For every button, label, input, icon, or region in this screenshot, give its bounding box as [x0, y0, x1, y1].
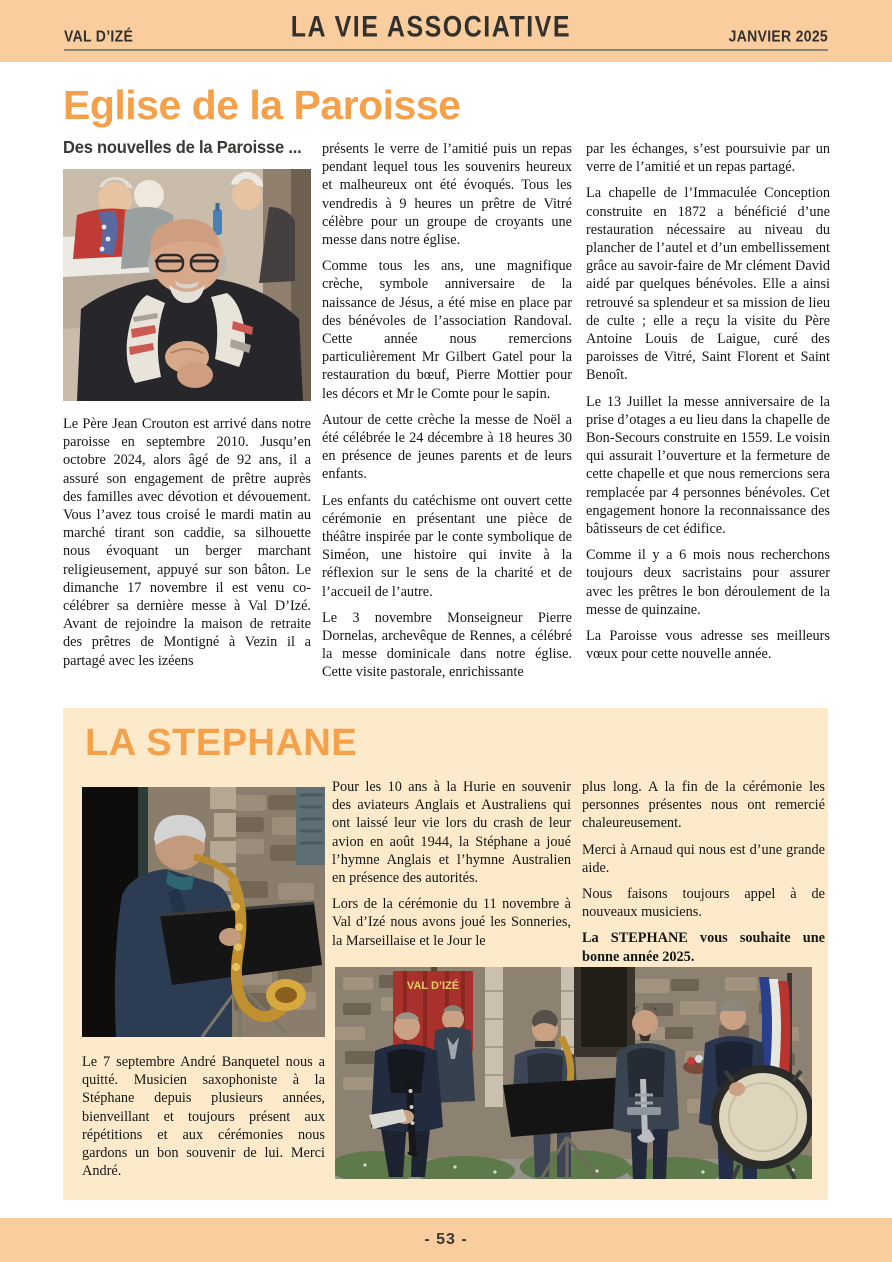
paroisse-column-1 [63, 138, 311, 670]
paroisse-column-3 [586, 140, 830, 663]
priest-luncheon-photo [63, 169, 311, 415]
band-group-photo-art [335, 967, 812, 1179]
paroisse-col1-text [63, 415, 311, 670]
article-title-stephane: LA STEPHANE [85, 722, 358, 764]
greeting-paragraph: La STEPHANE vous souhaite une bonne année 2025. [582, 930, 825, 965]
paragraph: La Paroisse vous adresse ses meilleurs vœux pour cette nouvelle année. [586, 628, 830, 663]
priest-luncheon-photo-art [63, 169, 311, 401]
stephane-column-2 [332, 778, 571, 950]
saxophonist-photo-art [82, 787, 325, 1037]
header-divider [64, 49, 828, 51]
saxophonist-photo [82, 787, 325, 1053]
article-title-paroisse: Eglise de la Paroisse [63, 82, 461, 128]
paragraph: Les enfants du catéchisme ont ouvert cette cérémonie en présentant une pièce de théâtre inspirée par le conte symbolique de Siméon, une histoire qui invite à la réflexion sur le sens de la charité et de l’accueil de l’autre. [322, 492, 572, 600]
header-section-title: LA VIE ASSOCIATIVE [290, 10, 572, 44]
band-group-photo [335, 967, 812, 1179]
page-header-inner [64, 0, 828, 49]
paragraph: Lors de la cérémonie du 11 novembre à Val d’Izé nous avons joué les Sonneries, la Marseillaise et le Jour le [332, 896, 571, 949]
header-town-name: VAL D’IZÉ [64, 26, 134, 45]
paragraph: plus long. A la fin de la cérémonie les personnes présentes nous ont remercié chaleureusement. [582, 779, 825, 832]
page-footer [0, 1218, 892, 1262]
paragraph: Comme il y a 6 mois nous recherchons toujours deux sacristains pour assurer avec les prêtres le bon déroulement de la messe de quinzaine. [586, 547, 830, 618]
paragraph: La chapelle de l’Immaculée Conception construite en 1872 a bénéficié d’une restauration nécessaire au niveau du plancher de l’autel et d’un embellissement grâce au savoir-faire de Mr clément David aidé par quelques bénévoles. Elle a ainsi retrouvé sa splendeur et sa mission de lieu de culte ; elle a reçu la visite du Père Antoine Louis de Laigue, curé des paroisses de Vitré, Saint Florent et Saint Benoît. [586, 185, 830, 384]
paragraph: Comme tous les ans, une magnifique crèche, symbole anniversaire de la naissance de Jésus, a été mise en place par des bénévoles de l’association Randoval. Cette année nous remercions particulièrement Mr Gilbert Gatel pour la restauration du bœuf, Pierre Mottier pour les décors et Mr le Comte pour le sapin. [322, 258, 572, 402]
page-number: - 53 - [424, 1231, 468, 1248]
paroisse-subtitle: Des nouvelles de la Paroisse ... [63, 138, 302, 158]
stephane-col1-text [82, 1053, 325, 1180]
paragraph: Merci à Arnaud qui nous est d’une grande aide. [582, 841, 825, 876]
paragraph: Le 3 novembre Monseigneur Pierre Dornelas, archevêque de Rennes, a célébré la messe dominicale dans notre église. Cette visite pastorale, enrichissante [322, 609, 572, 681]
paroisse-column-2 [322, 140, 572, 682]
paragraph: Nous faisons toujours appel à de nouveaux musiciens. [582, 886, 825, 921]
stephane-column-3 [582, 778, 825, 966]
paragraph: Le Père Jean Crouton est arrivé dans notre paroisse en septembre 2010. Jusqu’en octobre 2024, alors âgé de 92 ans, il a assuré son engagement de prêtre auprès des familles avec dévotion et dévouement. Vous l’avez tous croisé le mardi matin au marché tirant son caddie, sa silhouette nous évoquant un berger marchant religieusement, appuyé sur son bâton. Le dimanche 17 novembre il est venu co-célébrer sa dernière messe à Val D’Izé. Avant de rejoindre la maison de retraite des prêtres de Montigné à Vezin il a partagé avec les izéens [63, 416, 311, 669]
paragraph: Le 13 Juillet la messe anniversaire de la prise d’otages a eu lieu dans la chapelle de Bon-Secours construite en 1559. Le voisin qui assurait l’ouverture et la fermeture de cette chapelle et que nous remercions sera remplacée par 4 personnes bénévoles. Cet engagement honore la reconnaissance des bâtisseurs de cet édifice. [586, 393, 830, 538]
paragraph: Autour de cette crèche la messe de Noël a été célébrée le 24 décembre à 18 heures 30 en présence de jeunes parents et de leurs enfants. [322, 411, 572, 483]
stephane-section [63, 708, 828, 1200]
page-header [0, 0, 892, 62]
header-issue-date: JANVIER 2025 [728, 26, 828, 45]
banner-text: VAL D’IZÉ [406, 980, 460, 992]
paragraph: présents le verre de l’amitié puis un repas pendant lequel tous les souvenirs heureux et malheureux ont été évoqués. Tous les vendredis à 9 heures un prêtre de Vitré célèbre pour un groupe de croyants une messe dans notre église. [322, 141, 572, 249]
stephane-column-1 [82, 787, 325, 1180]
paragraph: par les échanges, s’est poursuivie par un verre de l’amitié et un repas partagé. [586, 141, 830, 176]
paragraph: Pour les 10 ans à la Hurie en souvenir des aviateurs Anglais et Australiens qui ont laissé leur vie lors du crash de leur avion en août 1944, la Stéphane a joué l’hymne Anglais et l’hymne Australien en présence des autorités. [332, 779, 571, 887]
paragraph: Le 7 septembre André Banquetel nous a quitté. Musicien saxophoniste à la Stéphane depuis plusieurs années, bienveillant et toujours présent aux répétitions et aux cérémonies nous gardons un bon souvenir de lui. Merci André. [82, 1054, 325, 1180]
